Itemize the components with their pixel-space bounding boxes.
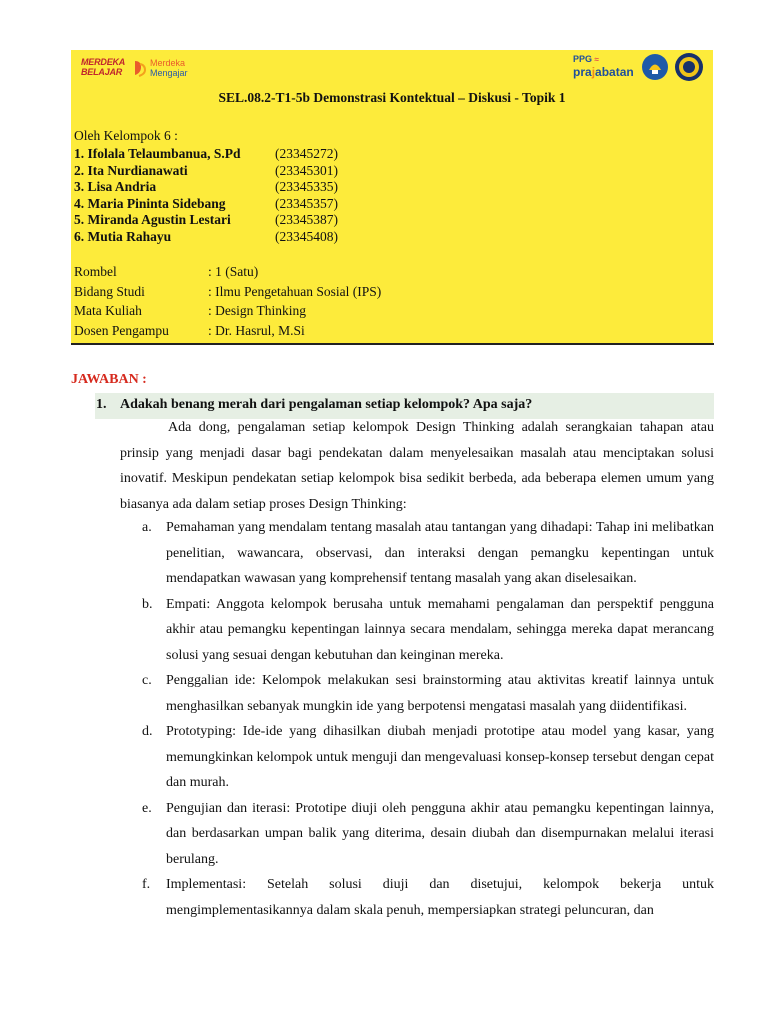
member-row <box>74 229 474 246</box>
group-label: Oleh Kelompok 6 : <box>74 128 178 143</box>
info-label: Mata Kuliah <box>74 303 142 318</box>
list-item <box>120 668 714 719</box>
merdeka-mengajar-logo: Merdeka Mengajar <box>133 58 188 78</box>
member-name: 2. Ita Nurdianawati <box>74 162 188 178</box>
list-item <box>120 796 714 873</box>
member-id: (23345335) <box>275 179 338 195</box>
info-label: Dosen Pengampu <box>74 322 169 338</box>
member-row <box>74 212 474 229</box>
info-label: Rombel <box>74 264 117 279</box>
member-row <box>74 163 474 180</box>
member-id: (23345301) <box>275 162 338 178</box>
header-banner <box>71 50 713 343</box>
answer-list <box>120 515 714 923</box>
list-letter: d. <box>142 724 153 739</box>
mengajar-icon <box>133 59 147 77</box>
list-item <box>120 515 714 592</box>
answer-heading: JAWABAN : <box>71 372 147 387</box>
member-name: 5. Miranda Agustin Lestari <box>74 212 231 228</box>
list-letter: c. <box>142 673 152 688</box>
list-text: Prototyping: Ide-ide yang dihasilkan diubah menjadi prototipe atau model yang kasar, yang memungkinkan kelompok untuk menguji dan mengevaluasi konsep-konsep tersebut dengan cepat dan murah. <box>166 724 714 790</box>
list-letter: e. <box>142 800 152 816</box>
list-text: Empati: Anggota kelompok berusaha untuk memahami pengalaman dan perspektif pengguna akhir atau pemangku kepentingan lainnya secara mendalam, sehingga mereka dapat merancang solusi yang sesuai dengan kebutuhan dan keinginan mereka. <box>166 596 714 663</box>
header-divider <box>71 343 714 345</box>
member-id: (23345357) <box>275 195 338 211</box>
member-name: 1. Ifolala Telaumbanua, S.Pd <box>74 146 241 161</box>
info-row <box>74 323 574 343</box>
list-text: Pengujian dan iterasi: Prototipe diuji oleh pengguna akhir atau pemangku kepentingan lainnya, dan berdasarkan umpan balik yang diterima, desain diubah dan disempurnakan melalui iterasi berulang. <box>166 800 714 867</box>
list-text: Penggalian ide: Kelompok melakukan sesi brainstorming atau aktivitas kreatif lainnya untuk menghasilkan sebanyak mungkin ide yang berpotensi mengatasi masalah yang diidentifikasi. <box>166 673 714 714</box>
list-item <box>120 592 714 669</box>
question-text: Adakah benang merah dari pengalaman setiap kelompok? Apa saja? <box>120 397 533 412</box>
list-letter: f. <box>142 877 151 892</box>
course-info <box>74 264 574 342</box>
question-number: 1. <box>96 397 107 412</box>
member-id: (23345408) <box>275 228 338 244</box>
member-list <box>74 146 474 246</box>
document-title: SEL.08.2-T1-5b Demonstrasi Kontektual – Diskusi - Topik 1 <box>218 90 566 105</box>
info-value: : Ilmu Pengetahuan Sosial (IPS) <box>208 283 382 299</box>
member-name: 3. Lisa Andria <box>74 179 157 195</box>
info-row <box>74 284 574 304</box>
info-label: Bidang Studi <box>74 283 145 299</box>
list-letter: a. <box>142 520 152 535</box>
info-row <box>74 303 574 323</box>
list-item <box>120 719 714 796</box>
member-name: 4. Maria Pininta Sidebang <box>74 195 226 211</box>
info-value: : Design Thinking <box>208 303 307 318</box>
member-id: (23345272) <box>275 146 338 161</box>
member-row <box>74 196 474 213</box>
list-letter: b. <box>142 596 153 612</box>
info-value: : Dr. Hasrul, M.Si <box>208 322 305 338</box>
member-name: 6. Mutia Rahayu <box>74 228 172 244</box>
member-row <box>74 146 474 163</box>
answer-intro: Ada dong, pengalaman setiap kelompok Design Thinking adalah serangkaian tahapan atau prinsip yang menjadi dasar bagi pendekatan dalam menyelesaikan masalah atau menciptakan solusi inovatif. Meskipun pendekatan setiap kelompok bisa sedikit berbeda, ada beberapa elemen umum yang biasanya ada dalam setiap proses Design Thinking: <box>120 420 714 512</box>
merdeka-belajar-logo: MERDEKA BELAJAR <box>81 57 126 77</box>
ppg-prajabatan-logo: PPG ≈ prajabatan <box>573 54 634 79</box>
info-value: : 1 (Satu) <box>208 264 259 279</box>
list-text: Pemahaman yang mendalam tentang masalah atau tantangan yang dihadapi: Tahap ini melibatkan penelitian, wawancara, observasi, dan interaksi dengan pemangku kepentingan untuk mendapatkan wawasan yang komprehensif tentang masalah yang akan diselesaikan. <box>166 520 714 586</box>
university-seal-icon <box>674 52 704 82</box>
member-row <box>74 179 474 196</box>
info-row <box>74 264 574 284</box>
member-id: (23345387) <box>275 212 338 228</box>
list-text: Implementasi: Setelah solusi diuji dan disetujui, kelompok bekerja untuk mengimplementasikannya dalam skala penuh, mempersiapkan strategi peluncuran, dan <box>166 877 714 918</box>
list-item <box>120 872 714 923</box>
tut-wuri-handayani-icon <box>641 53 669 81</box>
